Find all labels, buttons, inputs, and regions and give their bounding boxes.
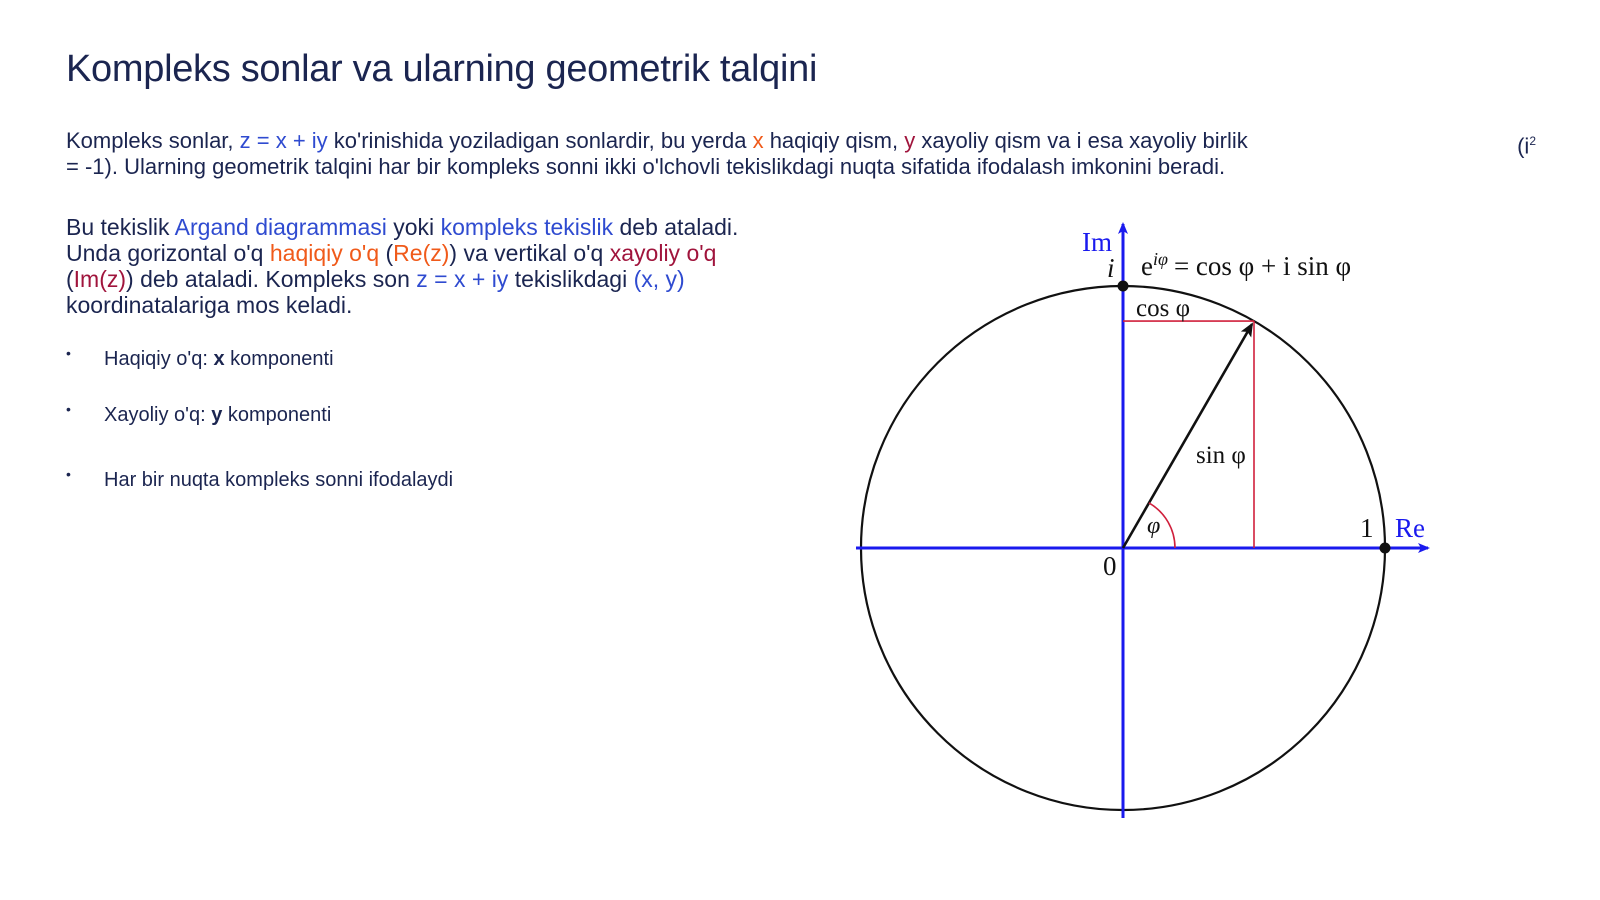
desc-text: (	[379, 240, 394, 266]
real-axis-term: haqiqiy o'q	[269, 240, 380, 266]
bullet-bold: x	[213, 348, 225, 370]
euler-base: e	[1141, 251, 1153, 281]
im-label: Im	[1082, 227, 1112, 257]
intro-text: Kompleks sonlar,	[66, 128, 240, 153]
zero-label: 0	[1103, 551, 1117, 581]
intro-text: ko'rinishida yoziladigan sonlardir, bu yerda	[327, 128, 753, 153]
desc-text: Bu tekislik	[66, 214, 175, 240]
page-title: Kompleks sonlar va ularning geometrik talqini	[66, 48, 818, 90]
argand-term: Argand diagrammasi	[174, 214, 387, 240]
imaginary-axis-term: xayoliy o'q	[609, 240, 717, 266]
phi-label: φ	[1147, 513, 1161, 539]
euler-formula	[1141, 249, 1351, 281]
i-label: i	[1107, 253, 1115, 283]
desc-text: ) va vertikal o'q	[449, 240, 610, 266]
z-formula: z = x + iy	[416, 266, 509, 292]
re-label: Re	[1395, 513, 1425, 543]
desc-text: koordinatalariga mos keladi.	[66, 292, 353, 318]
one-label: 1	[1360, 513, 1374, 543]
bullet-text-part: Har bir nuqta kompleks sonni ifodalaydi	[104, 469, 454, 491]
desc-text: ) deb ataladi. Kompleks son	[126, 266, 417, 292]
desc-text: deb ataladi. Unda gorizontal o'q	[66, 214, 739, 266]
complex-plane-term: kompleks tekislik	[440, 214, 614, 240]
euler-rhs: = cos φ + i sin φ	[1173, 251, 1352, 281]
point-one-dot	[1380, 543, 1391, 554]
euler-exponent: iφ	[1152, 249, 1168, 269]
desc-text: tekislikdagi	[508, 266, 634, 292]
intro-text: = -1). Ularning geometrik talqini har bir kompleks sonni ikki o'lchovli tekislikdagi nuqta sifatida ifodalash imkonini beradi.	[66, 154, 1226, 179]
desc-text: (	[66, 266, 74, 292]
bullet-text-part: Haqiqiy o'q:	[104, 348, 214, 370]
bullet-text-part: komponenti	[224, 348, 334, 370]
unit-vector-arrow	[1123, 324, 1252, 548]
point-i-dot	[1118, 281, 1129, 292]
exponent: 2	[1529, 134, 1536, 148]
intro-formula: z = x + iy	[239, 128, 328, 153]
bullet-text-part: komponenti	[222, 404, 332, 426]
intro-y-highlight: y	[904, 128, 916, 153]
bullet-text-part: Xayoliy o'q:	[104, 404, 212, 426]
coordinates-term: (x, y)	[633, 266, 685, 292]
desc-text: yoki	[386, 214, 441, 240]
cos-label: cos φ	[1136, 295, 1191, 322]
intro-text: haqiqiy qism,	[763, 128, 905, 153]
re-z-term: Re(z)	[393, 240, 450, 266]
intro-x-highlight: x	[752, 128, 764, 153]
bullet-dot-icon: •	[66, 466, 71, 482]
bullet-dot-icon: •	[66, 345, 71, 361]
sin-label: sin φ	[1196, 442, 1246, 469]
intro-text: (i	[1517, 133, 1530, 159]
im-z-term: Im(z)	[73, 266, 127, 292]
bullet-bold: y	[211, 404, 223, 426]
intro-text: xayoliy qism va i esa xayoliy birlik	[915, 128, 1248, 153]
bullet-dot-icon: •	[66, 401, 71, 417]
